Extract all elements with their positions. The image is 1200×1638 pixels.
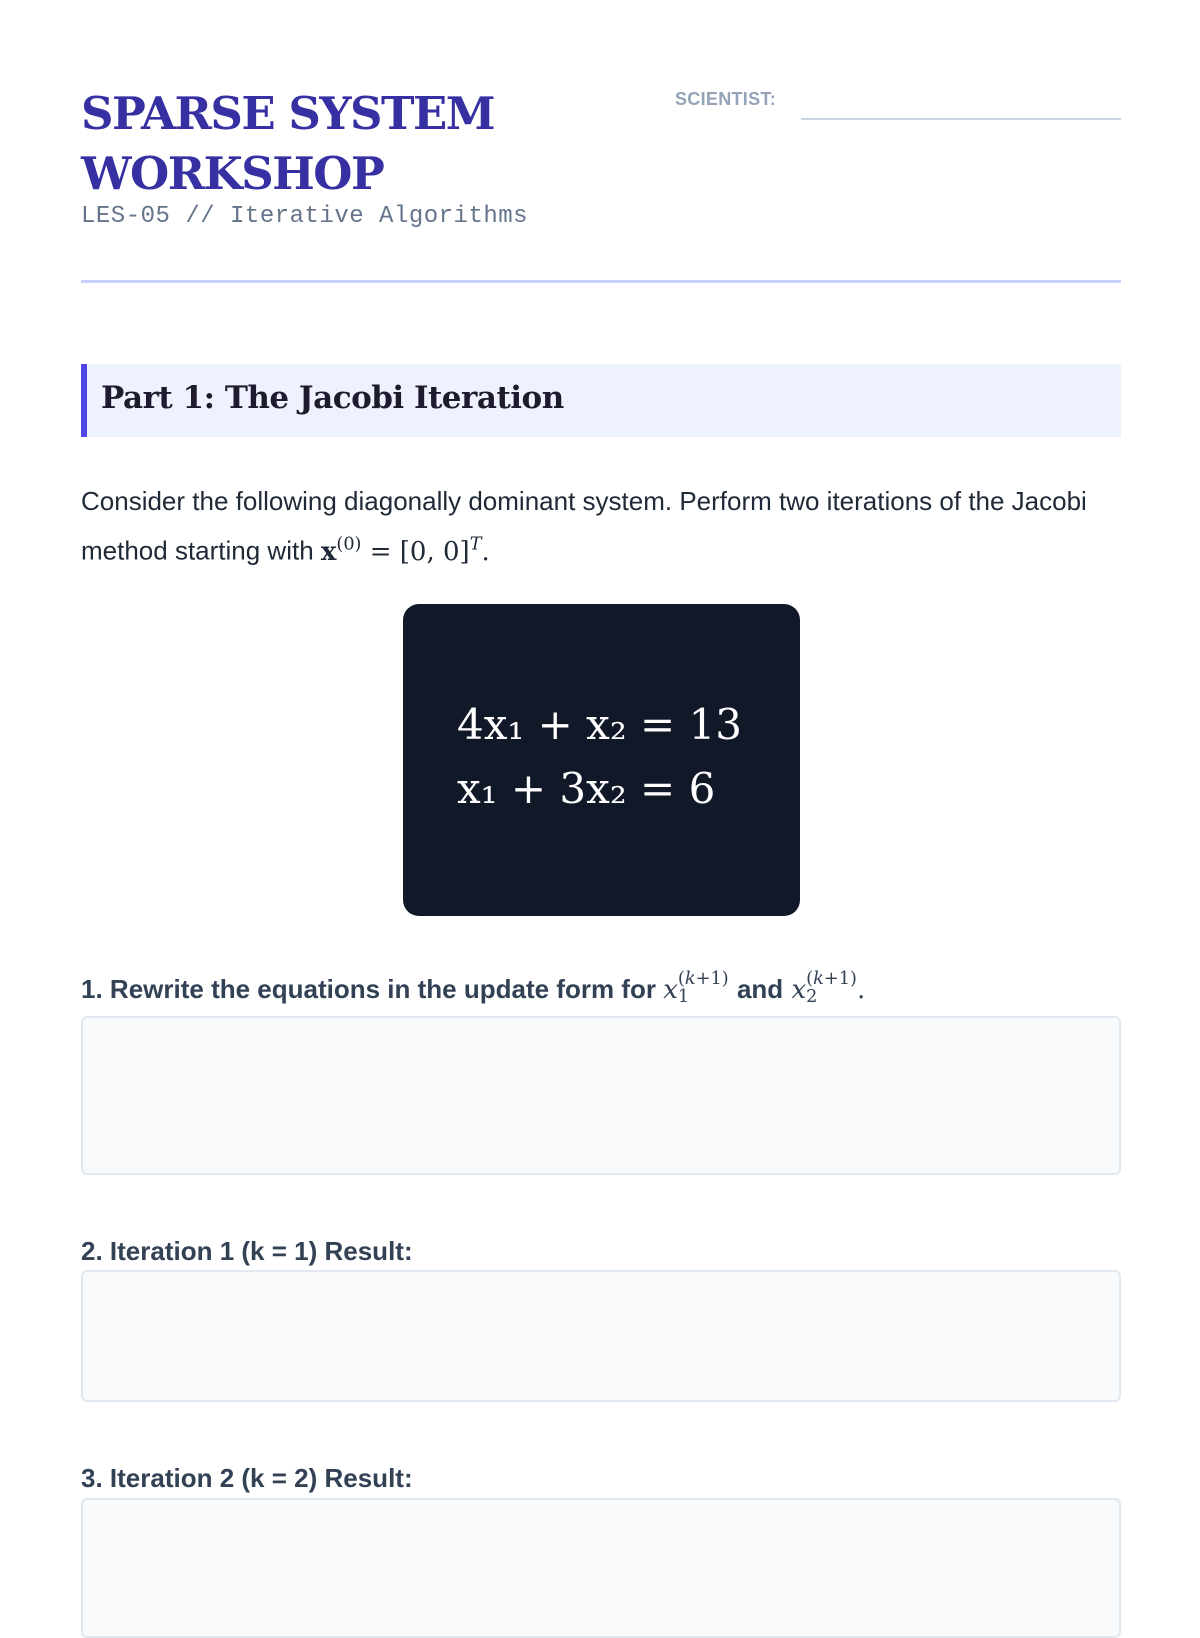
worksheet-header xyxy=(81,84,1121,284)
part-1-heading xyxy=(81,364,1121,437)
update-form-math: x (k+1) 1 and x (k+1) 2 . xyxy=(663,968,866,1007)
intro-paragraph xyxy=(81,480,1121,574)
answer-box-2[interactable] xyxy=(81,1270,1121,1402)
answer-box-1[interactable] xyxy=(81,1016,1121,1175)
question-3 xyxy=(81,1463,413,1494)
equation-1: 4x₁ + x₂ = 13 xyxy=(457,700,743,749)
initial-value: = [0, 0] xyxy=(369,536,470,567)
question-1 xyxy=(81,970,865,1006)
intro-text: Consider the following diagonally dominant system. Perform two iterations of the Jacobi method starting with xyxy=(81,486,1087,566)
page-title: SPARSE SYSTEM WORKSHOP xyxy=(81,87,495,200)
initial-superscript: (0) xyxy=(336,534,362,554)
scientist-label: SCIENTIST: xyxy=(675,89,777,109)
question-2-number: 2. xyxy=(81,1236,103,1266)
equation-1-lhs: 4x₁ + x₂ xyxy=(457,700,627,749)
question-2 xyxy=(81,1236,413,1267)
question-1-text: Rewrite the equations in the update form for xyxy=(109,974,656,1005)
equation-2-lhs: x₁ + 3x₂ xyxy=(457,764,627,813)
equation-system-box xyxy=(403,604,800,916)
transpose-symbol: T xyxy=(469,534,482,554)
equation-2: x₁ + 3x₂ = 6 xyxy=(457,764,716,813)
equation-1-rhs: 13 xyxy=(688,700,743,749)
header-divider xyxy=(81,280,1121,283)
initial-guess-math: $x^{(0)} = [0$, 0]$^T$. xyxy=(320,534,490,567)
page-subtitle: LES-05 // Iterative Algorithms xyxy=(81,203,529,230)
equation-2-rhs: 6 xyxy=(688,764,716,813)
question-2-text: Iteration 1 (k = 1) Result: xyxy=(109,1236,413,1266)
question-3-text: Iteration 2 (k = 2) Result: xyxy=(109,1463,413,1493)
part-1-title: Part 1: The Jacobi Iteration xyxy=(101,380,564,416)
initial-vector-symbol: x xyxy=(320,536,337,567)
question-1-number: 1. xyxy=(81,974,103,1005)
question-3-number: 3. xyxy=(81,1463,103,1493)
scientist-name-field[interactable] xyxy=(801,118,1121,120)
answer-box-3[interactable] xyxy=(81,1498,1121,1638)
